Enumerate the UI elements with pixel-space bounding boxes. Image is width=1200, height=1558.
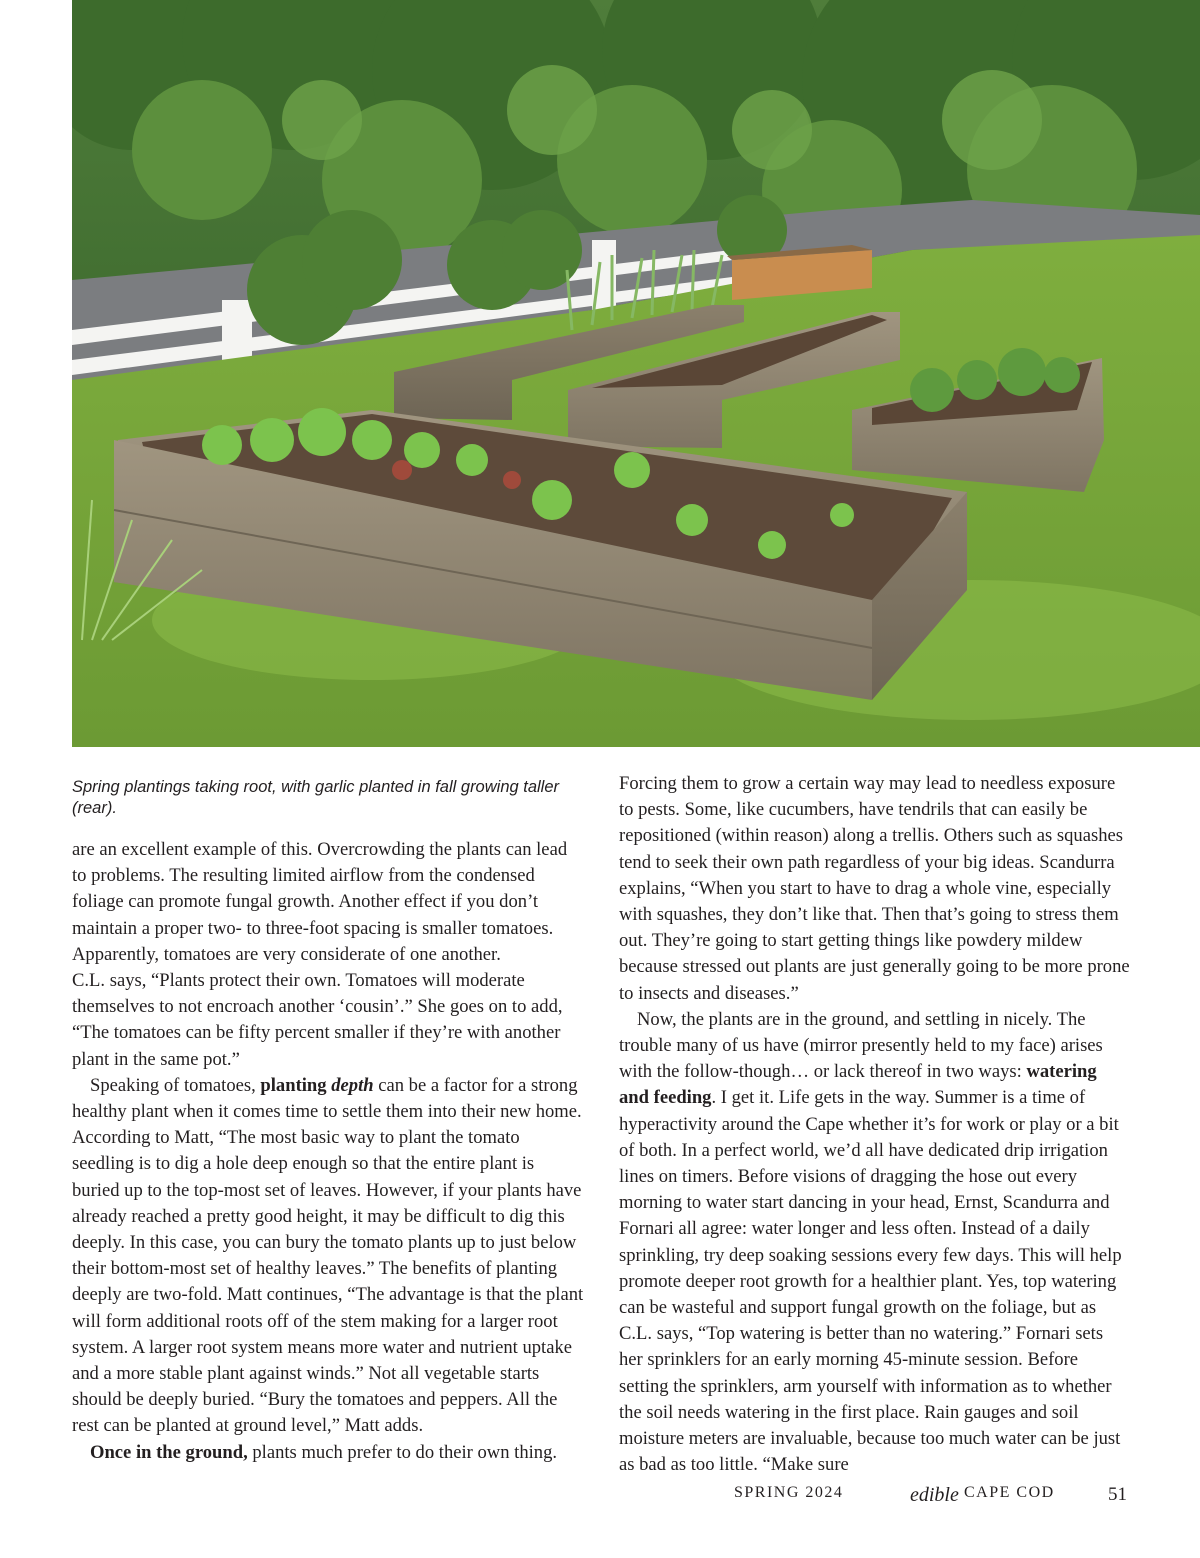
paragraph: are an excellent example of this. Overcrowding the plants can lead to problems. The resulting limited airflow from the condensed foliage can promote fungal growth. Another effect if you don’t maintain a proper two- to three-foot spacing is smaller tomatoes. Apparently, tomatoes are very considerate of one another. [72,839,568,965]
photo-caption: Spring plantings taking root, with garlic planted in fall growing taller (rear). [72,778,560,817]
text-run: can be a factor for a strong healthy plant when it comes time to settle them into their new home. According to Matt, “The most basic way to plant the tomato seedling is to dig a hole deep enough so that the entire plant is buried up to the top-most set of leaves. However, if your plants have already reached a pretty good height, it may be difficult to dig this deeply. In this case, you can bury the tomato plants up to just below their bottom-most set of healthy leaves.” The benefits of planting deeply are two-fold. Matt continues, “The advantage is that the plant will form additional roots off of the stem making for a larger root system. A larger root system means more water and nutrient uptake and a more stable plant against winds.” Not all vegetable starts should be deeply buried. “Bury the tomatoes and peppers. All the rest can be planted at ground level,” Matt adds. [72,1074,584,1437]
magazine-name-region: CAPE COD [964,1484,1055,1501]
issue-season: SPRING 2024 [734,1484,844,1501]
raised-beds-illustration [72,0,1200,747]
paragraph: C.L. says, “Plants protect their own. Tomatoes will moderate themselves to not encroach another ‘cousin’.” She goes on to add, “The tomatoes can be fifty percent smaller if they’re with another plant in the same pot.” [72,970,563,1070]
page-number: 51 [1108,1484,1127,1505]
text-run: Now, the plants are in the ground, and settling in nicely. The trouble many of us have (mirror presently held to my face) arises with the follow-though… or lack thereof in two ways: [619,1008,1103,1083]
bold-phrase: Once in the ground, [90,1441,248,1463]
bold-italic-text: depth [331,1074,374,1096]
garden-photo [72,0,1200,747]
magazine-name-edible: edible [910,1484,959,1506]
bold-phrase [260,1075,373,1096]
bold-text: planting [260,1074,332,1096]
paragraph [72,1073,584,1440]
paragraph: Forcing them to grow a certain way may lead to needless exposure to pests. Some, like cucumbers, have tendrils that can easily be repositioned (within reason) along a trellis. Others such as squashes tend to seek their own path regardless of your big ideas. Scandurra explains, “When you start to have to drag a whole vine, especially with squashes, they don’t like that. Then that’s going to stress them out. They’re going to start getting things like powdery mildew because stressed out plants are just generally going to be more prone to insects and diseases.” [619,773,1130,1004]
text-run: . I get it. Life gets in the way. Summer is a time of hyperactivity around the Cape whether it’s for work or play or a bit of both. In a perfect world, we’d all have dedicated drip irrigation lines on timers. Before visions of dragging the hose out every morning to water start dancing in your head, Ernst, Scandurra and Fornari all agree: water longer and less often. Instead of a daily sprinkling, try deep soaking sessions every few days. This will help promote deeper root growth for a healthier plant. Yes, top watering can be wasteful and support fungal growth on the foliage, but as C.L. says, “Top watering is better than no watering.” Fornari sets her sprinklers for an early morning 45-minute session. Before setting the sprinklers, arm yourself with information as to whether the soil needs watering in the first place. Rain gauges and soil moisture meters are invaluable, because too much water can be just as bad as too little. “Make sure [619,1087,1122,1476]
right-column [619,771,1131,1478]
paragraph [72,1440,584,1466]
page-footer [720,1480,1130,1510]
paragraph [619,1007,1131,1479]
bold-phrase: watering and feeding [619,1061,1097,1109]
text-run: plants much prefer to do their own thing. [247,1441,558,1463]
text-run: Speaking of tomatoes, [90,1074,261,1096]
left-column [72,837,584,1466]
